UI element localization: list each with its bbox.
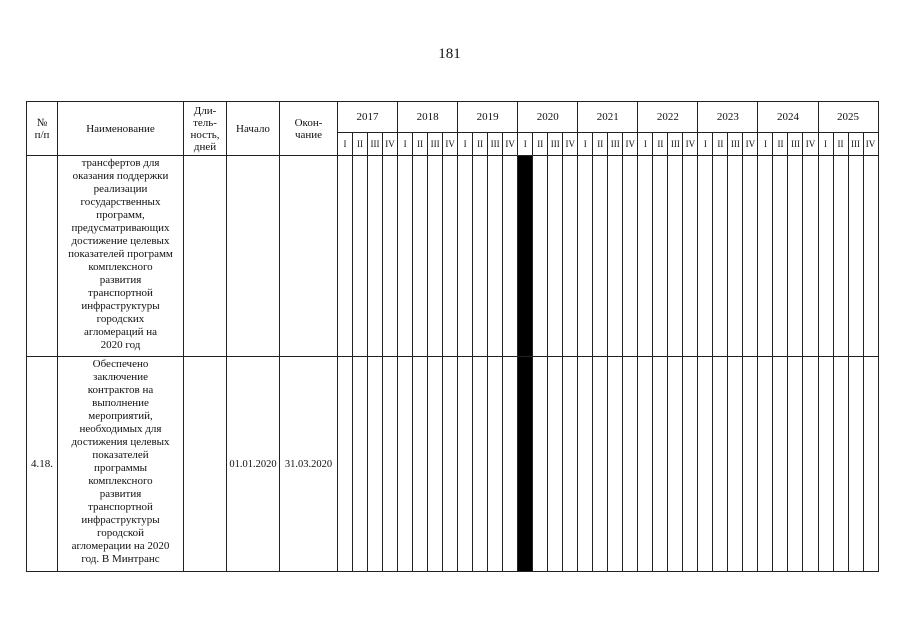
row-end-date: 31.03.2020	[280, 357, 338, 572]
quarter-header: I	[398, 133, 413, 156]
quarter-cell	[683, 357, 698, 572]
row-name-line: инфраструктуры	[81, 514, 160, 526]
quarter-header: IV	[563, 133, 578, 156]
quarter-cell	[623, 357, 638, 572]
quarter-cell	[548, 156, 563, 357]
quarter-header: II	[833, 133, 848, 156]
quarter-header: III	[728, 133, 743, 156]
year-header: 2018	[398, 102, 458, 133]
quarter-cell	[413, 156, 428, 357]
row-name-line: агломераций на	[83, 326, 158, 338]
row-name-line: программ,	[96, 209, 145, 221]
quarter-cell	[773, 357, 788, 572]
quarter-cell	[713, 357, 728, 572]
quarter-cell	[488, 357, 503, 572]
gantt-bar-cell	[518, 156, 533, 357]
row-name	[58, 357, 184, 572]
quarter-header: I	[458, 133, 473, 156]
header-duration: Дли- тель- ность, дней	[184, 102, 227, 156]
quarter-cell	[488, 156, 503, 357]
row-name-line: предусматривающих	[71, 222, 170, 234]
quarter-header: I	[578, 133, 593, 156]
row-duration	[184, 357, 227, 572]
quarter-cell	[413, 357, 428, 572]
quarter-cell	[713, 156, 728, 357]
year-header: 2017	[338, 102, 398, 133]
row-name-line: городских	[96, 313, 145, 325]
row-name-line: реализации	[93, 183, 148, 195]
quarter-cell	[698, 156, 713, 357]
quarter-header: II	[353, 133, 368, 156]
quarter-header: II	[473, 133, 488, 156]
quarter-cell	[863, 357, 878, 572]
quarter-cell	[533, 357, 548, 572]
quarter-cell	[338, 357, 353, 572]
quarter-header: III	[488, 133, 503, 156]
quarter-cell	[563, 156, 578, 357]
quarter-header: III	[668, 133, 683, 156]
quarter-cell	[443, 156, 458, 357]
row-name-line: Обеспечено	[92, 358, 149, 370]
quarter-header: III	[788, 133, 803, 156]
gantt-table	[26, 101, 879, 572]
quarter-cell	[503, 156, 518, 357]
quarter-cell	[458, 156, 473, 357]
row-name-line: необходимых для	[79, 423, 162, 435]
quarter-cell	[548, 357, 563, 572]
quarter-cell	[668, 357, 683, 572]
quarter-header: I	[758, 133, 773, 156]
quarter-cell	[533, 156, 548, 357]
table-row	[27, 357, 879, 572]
row-name-line: инфраструктуры	[81, 300, 160, 312]
quarter-header: II	[773, 133, 788, 156]
quarter-cell	[743, 357, 758, 572]
quarter-cell	[428, 357, 443, 572]
quarter-header: I	[698, 133, 713, 156]
quarter-header: IV	[623, 133, 638, 156]
row-name-line: транспортной	[88, 501, 153, 513]
quarter-cell	[368, 156, 383, 357]
table-row	[27, 156, 879, 357]
year-header: 2021	[578, 102, 638, 133]
row-name-line: транспортной	[88, 287, 153, 299]
row-name-line: год. В Минтранс	[81, 553, 160, 565]
header-end: Окон- чание	[280, 102, 338, 156]
quarter-cell	[383, 156, 398, 357]
quarter-header: I	[638, 133, 653, 156]
row-name-line: выполнение	[92, 397, 149, 409]
quarter-cell	[443, 357, 458, 572]
row-name-line: достижения целевых	[71, 436, 170, 448]
page-number: 181	[438, 46, 461, 62]
quarter-cell	[383, 357, 398, 572]
row-name-line: оказания поддержки	[72, 170, 169, 182]
row-name-line: комплексного	[88, 475, 153, 487]
row-name-line: развития	[99, 488, 142, 500]
row-name-line: контрактов на	[87, 384, 154, 396]
quarter-header: I	[338, 133, 353, 156]
year-header: 2025	[818, 102, 878, 133]
quarter-header: II	[413, 133, 428, 156]
row-name-line: государственных	[80, 196, 161, 208]
row-start-date	[227, 156, 280, 357]
quarter-cell	[608, 156, 623, 357]
quarter-cell	[758, 357, 773, 572]
row-name-line: достижение целевых	[71, 235, 170, 247]
quarter-cell	[833, 156, 848, 357]
quarter-cell	[788, 357, 803, 572]
quarter-cell	[668, 156, 683, 357]
row-name-line: агломерации на 2020	[71, 540, 170, 552]
row-number	[27, 156, 58, 357]
quarter-header: III	[548, 133, 563, 156]
quarter-cell	[863, 156, 878, 357]
row-end-date	[280, 156, 338, 357]
quarter-header: I	[518, 133, 533, 156]
quarter-header: III	[368, 133, 383, 156]
quarter-header: II	[593, 133, 608, 156]
quarter-cell	[818, 156, 833, 357]
quarter-header: III	[848, 133, 863, 156]
quarter-cell	[698, 357, 713, 572]
quarter-header: IV	[683, 133, 698, 156]
quarter-cell	[473, 357, 488, 572]
quarter-header: IV	[383, 133, 398, 156]
quarter-cell	[653, 357, 668, 572]
row-name-line: комплексного	[88, 261, 153, 273]
quarter-cell	[623, 156, 638, 357]
quarter-header: I	[818, 133, 833, 156]
year-header: 2019	[458, 102, 518, 133]
row-number: 4.18.	[27, 357, 58, 572]
quarter-cell	[788, 156, 803, 357]
quarter-cell	[803, 357, 818, 572]
row-name-line: трансфертов для	[81, 157, 160, 169]
row-duration	[184, 156, 227, 357]
header-start: Начало	[227, 102, 280, 156]
quarter-cell	[803, 156, 818, 357]
quarter-header: IV	[743, 133, 758, 156]
quarter-cell	[503, 357, 518, 572]
quarter-cell	[848, 156, 863, 357]
quarter-cell	[428, 156, 443, 357]
quarter-cell	[848, 357, 863, 572]
row-name-line: мероприятий,	[88, 410, 153, 422]
year-header: 2020	[518, 102, 578, 133]
quarter-cell	[683, 156, 698, 357]
quarter-header: IV	[863, 133, 878, 156]
quarter-header: IV	[803, 133, 818, 156]
row-name-line: развития	[99, 274, 142, 286]
quarter-cell	[353, 156, 368, 357]
quarter-cell	[578, 156, 593, 357]
year-header: 2023	[698, 102, 758, 133]
quarter-cell	[818, 357, 833, 572]
quarter-cell	[758, 156, 773, 357]
header-name: Наименование	[58, 102, 184, 156]
quarter-cell	[368, 357, 383, 572]
quarter-header: II	[713, 133, 728, 156]
quarter-cell	[638, 357, 653, 572]
row-name-line: 2020 год	[100, 339, 141, 351]
row-start-date: 01.01.2020	[227, 357, 280, 572]
row-name-line: заключение	[93, 371, 148, 383]
quarter-header: II	[653, 133, 668, 156]
quarter-cell	[653, 156, 668, 357]
quarter-header: III	[608, 133, 623, 156]
quarter-cell	[593, 156, 608, 357]
header-num: № п/п	[27, 102, 58, 156]
row-name-line: показателей	[92, 449, 149, 461]
quarter-cell	[593, 357, 608, 572]
quarter-header: IV	[443, 133, 458, 156]
quarter-cell	[773, 156, 788, 357]
quarter-cell	[353, 357, 368, 572]
quarter-cell	[458, 357, 473, 572]
quarter-cell	[638, 156, 653, 357]
quarter-cell	[728, 156, 743, 357]
quarter-cell	[398, 357, 413, 572]
quarter-cell	[578, 357, 593, 572]
quarter-header: II	[533, 133, 548, 156]
year-header: 2024	[758, 102, 818, 133]
quarter-cell	[473, 156, 488, 357]
gantt-bar-cell	[518, 357, 533, 572]
quarter-cell	[833, 357, 848, 572]
year-header: 2022	[638, 102, 698, 133]
quarter-header: III	[428, 133, 443, 156]
quarter-cell	[563, 357, 578, 572]
quarter-cell	[398, 156, 413, 357]
quarter-cell	[608, 357, 623, 572]
quarter-cell	[728, 357, 743, 572]
row-name-line: городской	[96, 527, 145, 539]
row-name-line: программы	[93, 462, 148, 474]
quarter-cell	[338, 156, 353, 357]
quarter-cell	[743, 156, 758, 357]
row-name-line: показателей программ	[68, 248, 173, 260]
row-name	[58, 156, 184, 357]
quarter-header: IV	[503, 133, 518, 156]
